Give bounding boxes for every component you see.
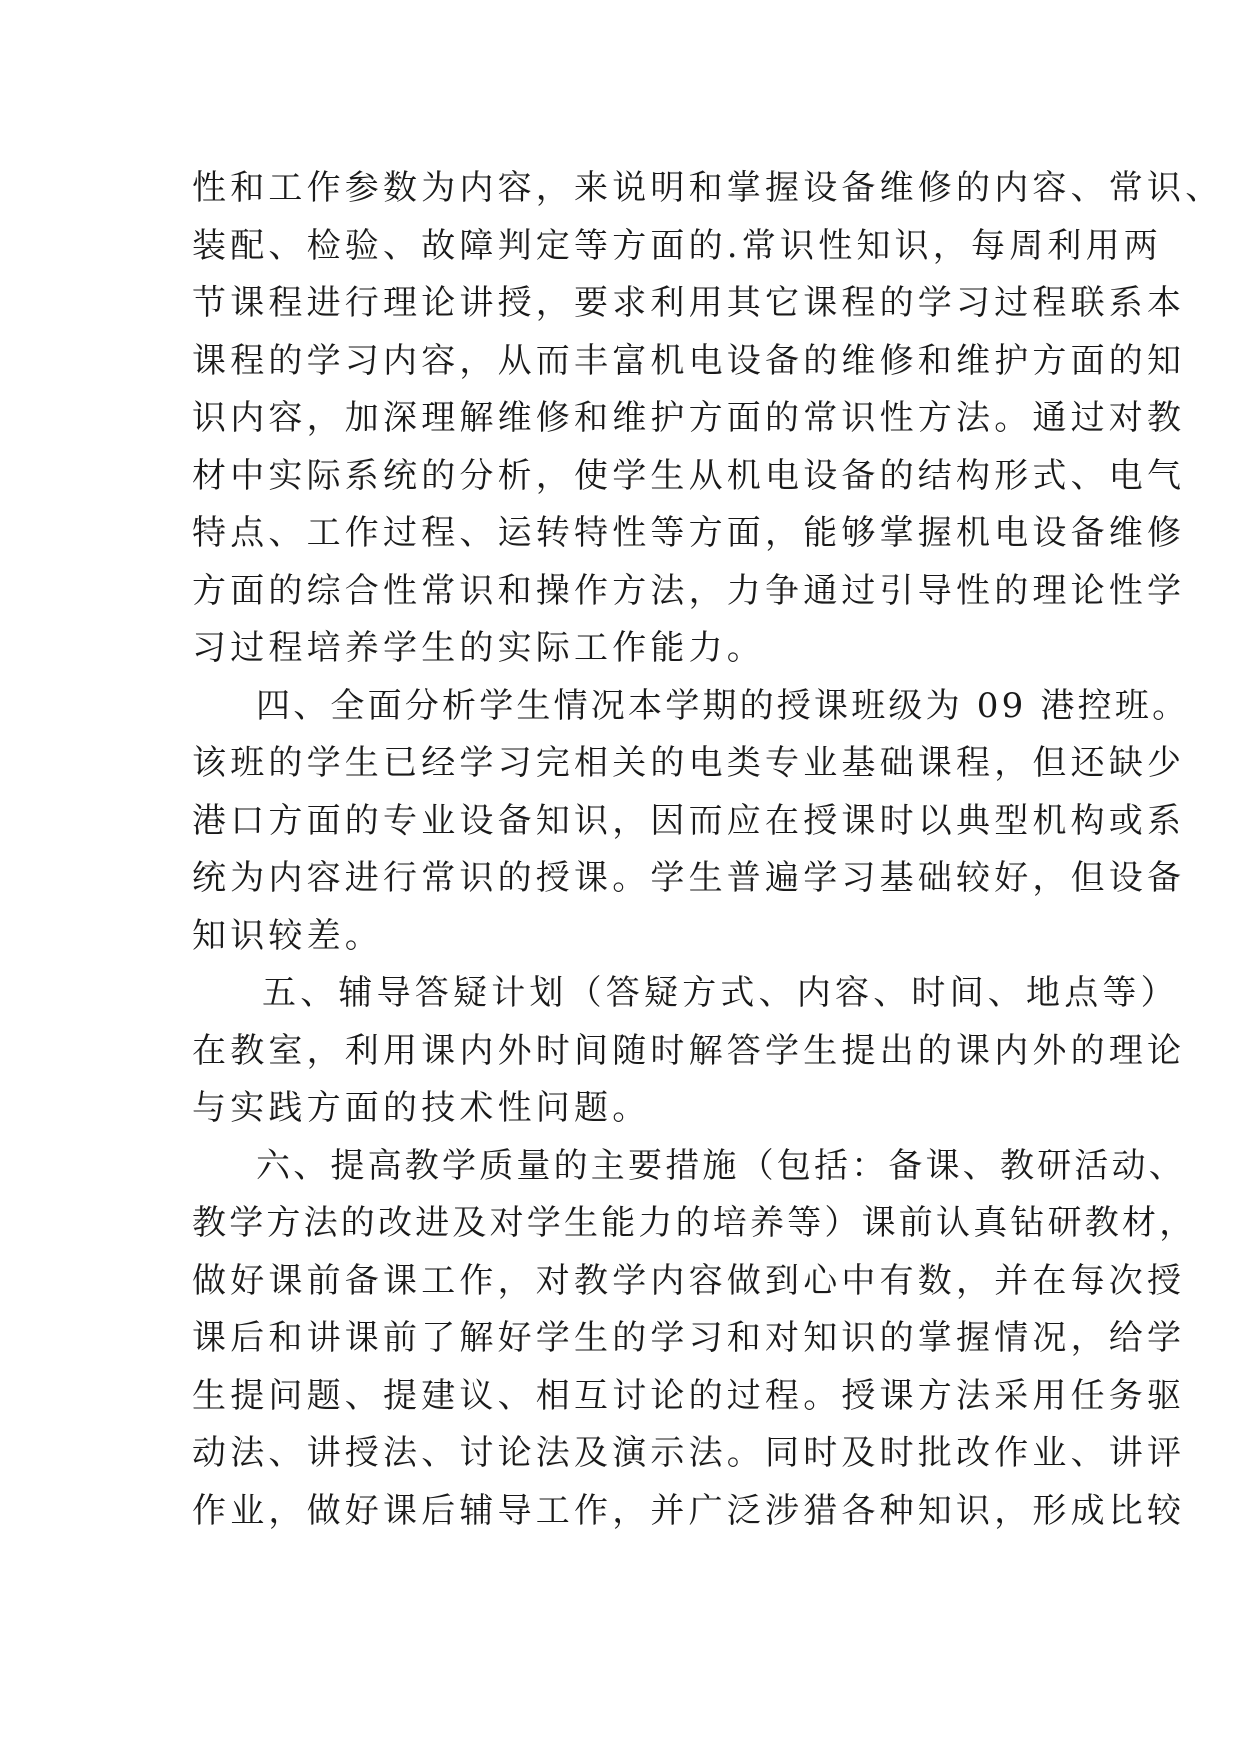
text-line: 课程的学习内容，从而丰富机电设备的维修和维护方面的知 bbox=[192, 340, 1186, 381]
text-line: 装配、检验、故障判定等方面的.常识性知识，每周利用两 bbox=[192, 225, 1163, 266]
text-line: 习过程培养学生的实际工作能力。 bbox=[192, 628, 765, 668]
text-line: 与实践方面的技术性问题。 bbox=[192, 1088, 651, 1128]
text-line: 知识较差。 bbox=[192, 915, 383, 956]
body-text bbox=[192, 160, 1224, 1540]
section-four-heading-line: 四、全面分析学生情况本学期的授课班级为 09 港控班。 bbox=[256, 685, 1190, 726]
text-line: 课后和讲课前了解好学生的学习和对知识的掌握情况，给学 bbox=[192, 1318, 1186, 1358]
text-line: 性和工作参数为内容，来说明和掌握设备维修的内容、常识、 bbox=[192, 168, 1224, 208]
text-line: 节课程进行理论讲授，要求利用其它课程的学习过程联系本 bbox=[192, 283, 1186, 323]
section-five-heading-line: 五、辅导答疑计划（答疑方式、内容、时间、地点等） bbox=[262, 973, 1179, 1013]
text-line: 港口方面的专业设备知识，因而应在授课时以典型机构或系 bbox=[192, 800, 1186, 841]
text-line: 方面的综合性常识和操作方法，力争通过引导性的理论性学 bbox=[192, 570, 1186, 611]
text-line: 特点、工作过程、运转特性等方面，能够掌握机电设备维修 bbox=[192, 513, 1186, 553]
text-line: 该班的学生已经学习完相关的电类专业基础课程，但还缺少 bbox=[192, 743, 1186, 783]
text-line: 作业，做好课后辅导工作，并广泛涉猎各种知识，形成比较 bbox=[192, 1490, 1186, 1531]
text-line: 动法、讲授法、讨论法及演示法。同时及时批改作业、讲评 bbox=[192, 1433, 1186, 1473]
text-line: 教学方法的改进及对学生能力的培养等）课前认真钻研教材， bbox=[192, 1203, 1197, 1243]
section-six-heading-line: 六、提高教学质量的主要措施（包括：备课、教研活动、 bbox=[256, 1145, 1186, 1186]
text-line: 材中实际系统的分析，使学生从机电设备的结构形式、电气 bbox=[192, 455, 1186, 496]
text-line: 识内容，加深理解维修和维护方面的常识性方法。通过对教 bbox=[192, 398, 1186, 438]
text-line: 生提问题、提建议、相互讨论的过程。授课方法采用任务驱 bbox=[192, 1375, 1186, 1416]
text-line: 统为内容进行常识的授课。学生普遍学习基础较好，但设备 bbox=[192, 858, 1186, 898]
text-line: 在教室，利用课内外时间随时解答学生提出的课内外的理论 bbox=[192, 1030, 1186, 1071]
text-line: 做好课前备课工作，对教学内容做到心中有数，并在每次授 bbox=[192, 1260, 1186, 1301]
